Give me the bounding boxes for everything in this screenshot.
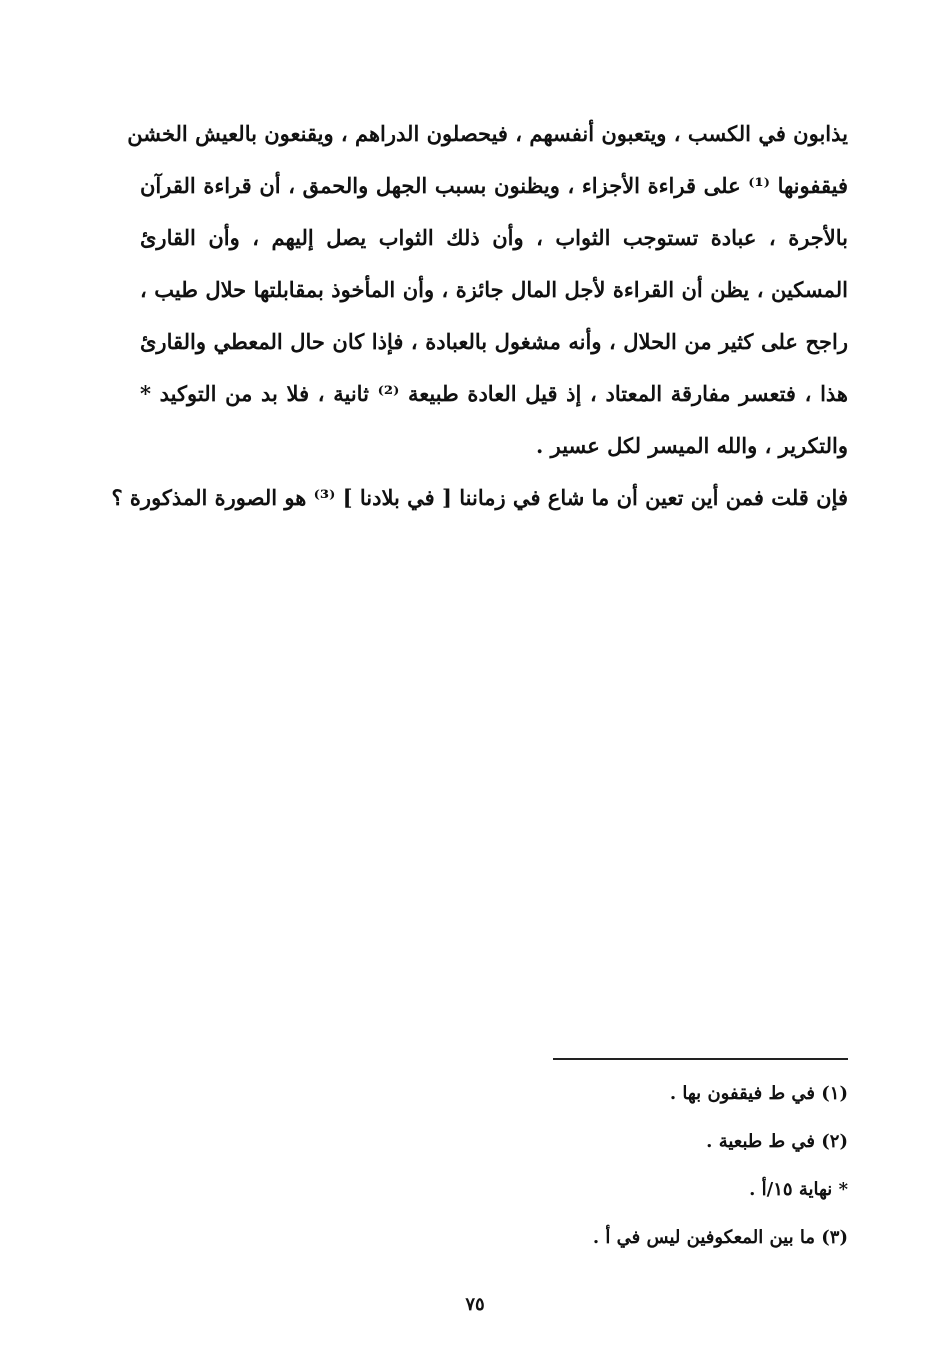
text-line-7: والتكرير ، والله الميسر لكل عسير .	[536, 433, 848, 458]
text-line-4: المسكين ، يظن أن القراءة لأجل المال جائزة ، وأن المأخوذ بمقابلتها حلال طيب ،	[140, 277, 848, 302]
footnote-3: (٣) ما بين المعكوفين ليس في أ .	[592, 1227, 848, 1248]
footnote-separator	[553, 1058, 848, 1060]
text-line-1: يذابون في الكسب ، ويتعبون أنفسهم ، فيحصلون الدراهم ، ويقنعون بالعيش الخشن	[127, 121, 848, 146]
page-number: ٧٥	[465, 1294, 485, 1315]
text-line-5: راجح على كثير من الحلال ، وأنه مشغول بالعبادة ، فإذا كان حال المعطي والقارئ	[140, 329, 848, 354]
main-text	[111, 108, 849, 524]
text-line-2: فيقفونها ⁽¹⁾ على قراءة الأجزاء ، ويظنون بسبب الجهل والحمق ، أن قراءة القرآن	[140, 173, 848, 198]
text-line-3: بالأجرة ، عبادة تستوجب الثواب ، وأن ذلك الثواب يصل إليهم ، وأن القارئ	[140, 225, 848, 250]
footnote-star: * نهاية ١٥/أ .	[749, 1179, 848, 1200]
footnote-2: (٢) في ط طبعية .	[706, 1131, 848, 1152]
footnote-1: (١) في ط فيقفون بها .	[669, 1083, 848, 1104]
footnotes	[480, 1070, 848, 1262]
text-line-6: هذا ، فتعسر مفارقة المعتاد ، إذ قيل العادة طبيعة ⁽²⁾ ثانية ، فلا بد من التوكيد *	[140, 381, 849, 406]
text-line-8: فإن قلت فمن أين تعين أن ما شاع في زماننا [ في بلادنا ] ⁽³⁾ هو الصورة المذكورة ؟	[111, 485, 848, 510]
